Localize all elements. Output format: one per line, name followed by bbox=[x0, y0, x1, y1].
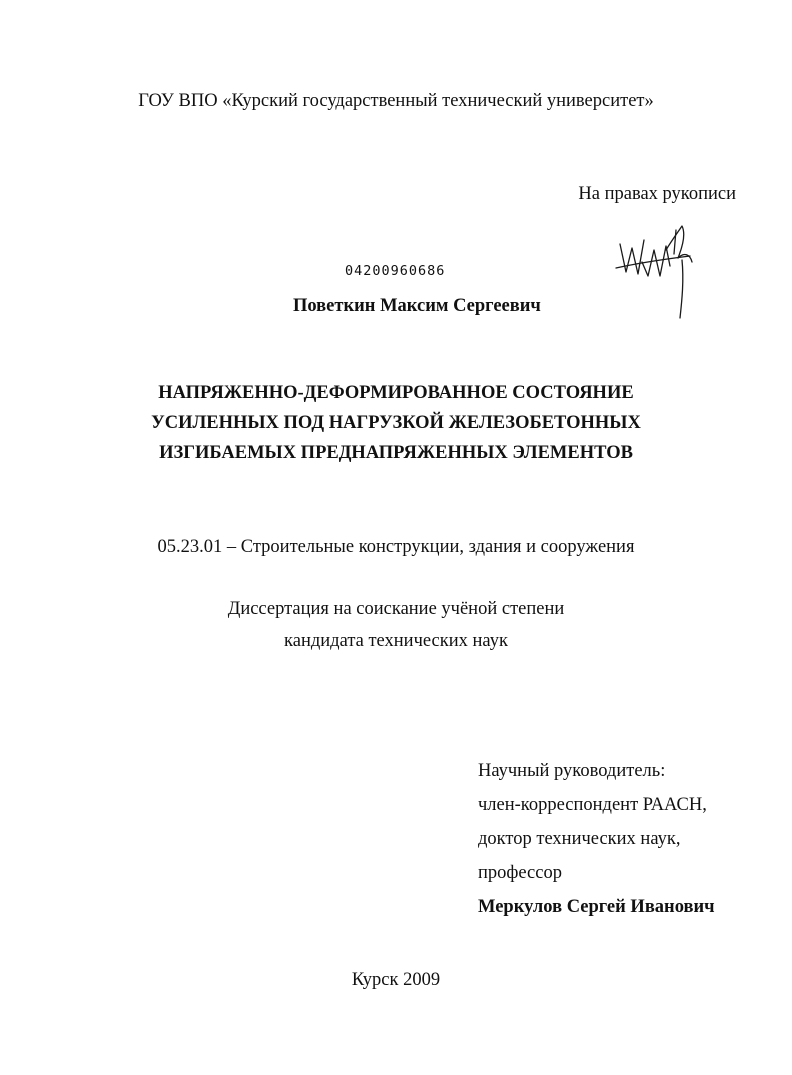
thesis-title bbox=[0, 378, 792, 468]
manuscript-rights-note: На правах рукописи bbox=[578, 184, 736, 204]
city-year: Курск 2009 bbox=[351, 970, 441, 990]
thesis-title-line: УСИЛЕННЫХ ПОД НАГРУЗКОЙ ЖЕЛЕЗОБЕТОННЫХ bbox=[151, 413, 641, 433]
supervisor-label: Научный руководитель: bbox=[478, 761, 666, 781]
specialty-code: 05.23.01 – Строительные конструкции, здания и сооружения bbox=[157, 537, 635, 557]
supervisor-title: доктор технических наук, bbox=[478, 829, 681, 849]
document-code: 04200960686 bbox=[345, 263, 446, 279]
supervisor-name: Меркулов Сергей Иванович bbox=[478, 897, 715, 917]
supervisor-block bbox=[478, 754, 715, 924]
handwritten-signature-icon bbox=[612, 210, 702, 325]
degree-line-2: кандидата технических наук bbox=[284, 631, 508, 651]
thesis-title-line: ИЗГИБАЕМЫХ ПРЕДНАПРЯЖЕННЫХ ЭЛЕМЕНТОВ bbox=[159, 443, 633, 463]
degree-line-1: Диссертация на соискание учёной степени bbox=[227, 599, 565, 619]
supervisor-title: член-корреспондент РААСН, bbox=[478, 795, 707, 815]
thesis-title-line: НАПРЯЖЕННО-ДЕФОРМИРОВАННОЕ СОСТОЯНИЕ bbox=[158, 383, 634, 403]
supervisor-title: профессор bbox=[478, 863, 562, 883]
institution-name: ГОУ ВПО «Курский государственный технический университет» bbox=[138, 91, 654, 111]
author-name: Поветкин Максим Сергеевич bbox=[293, 296, 541, 316]
